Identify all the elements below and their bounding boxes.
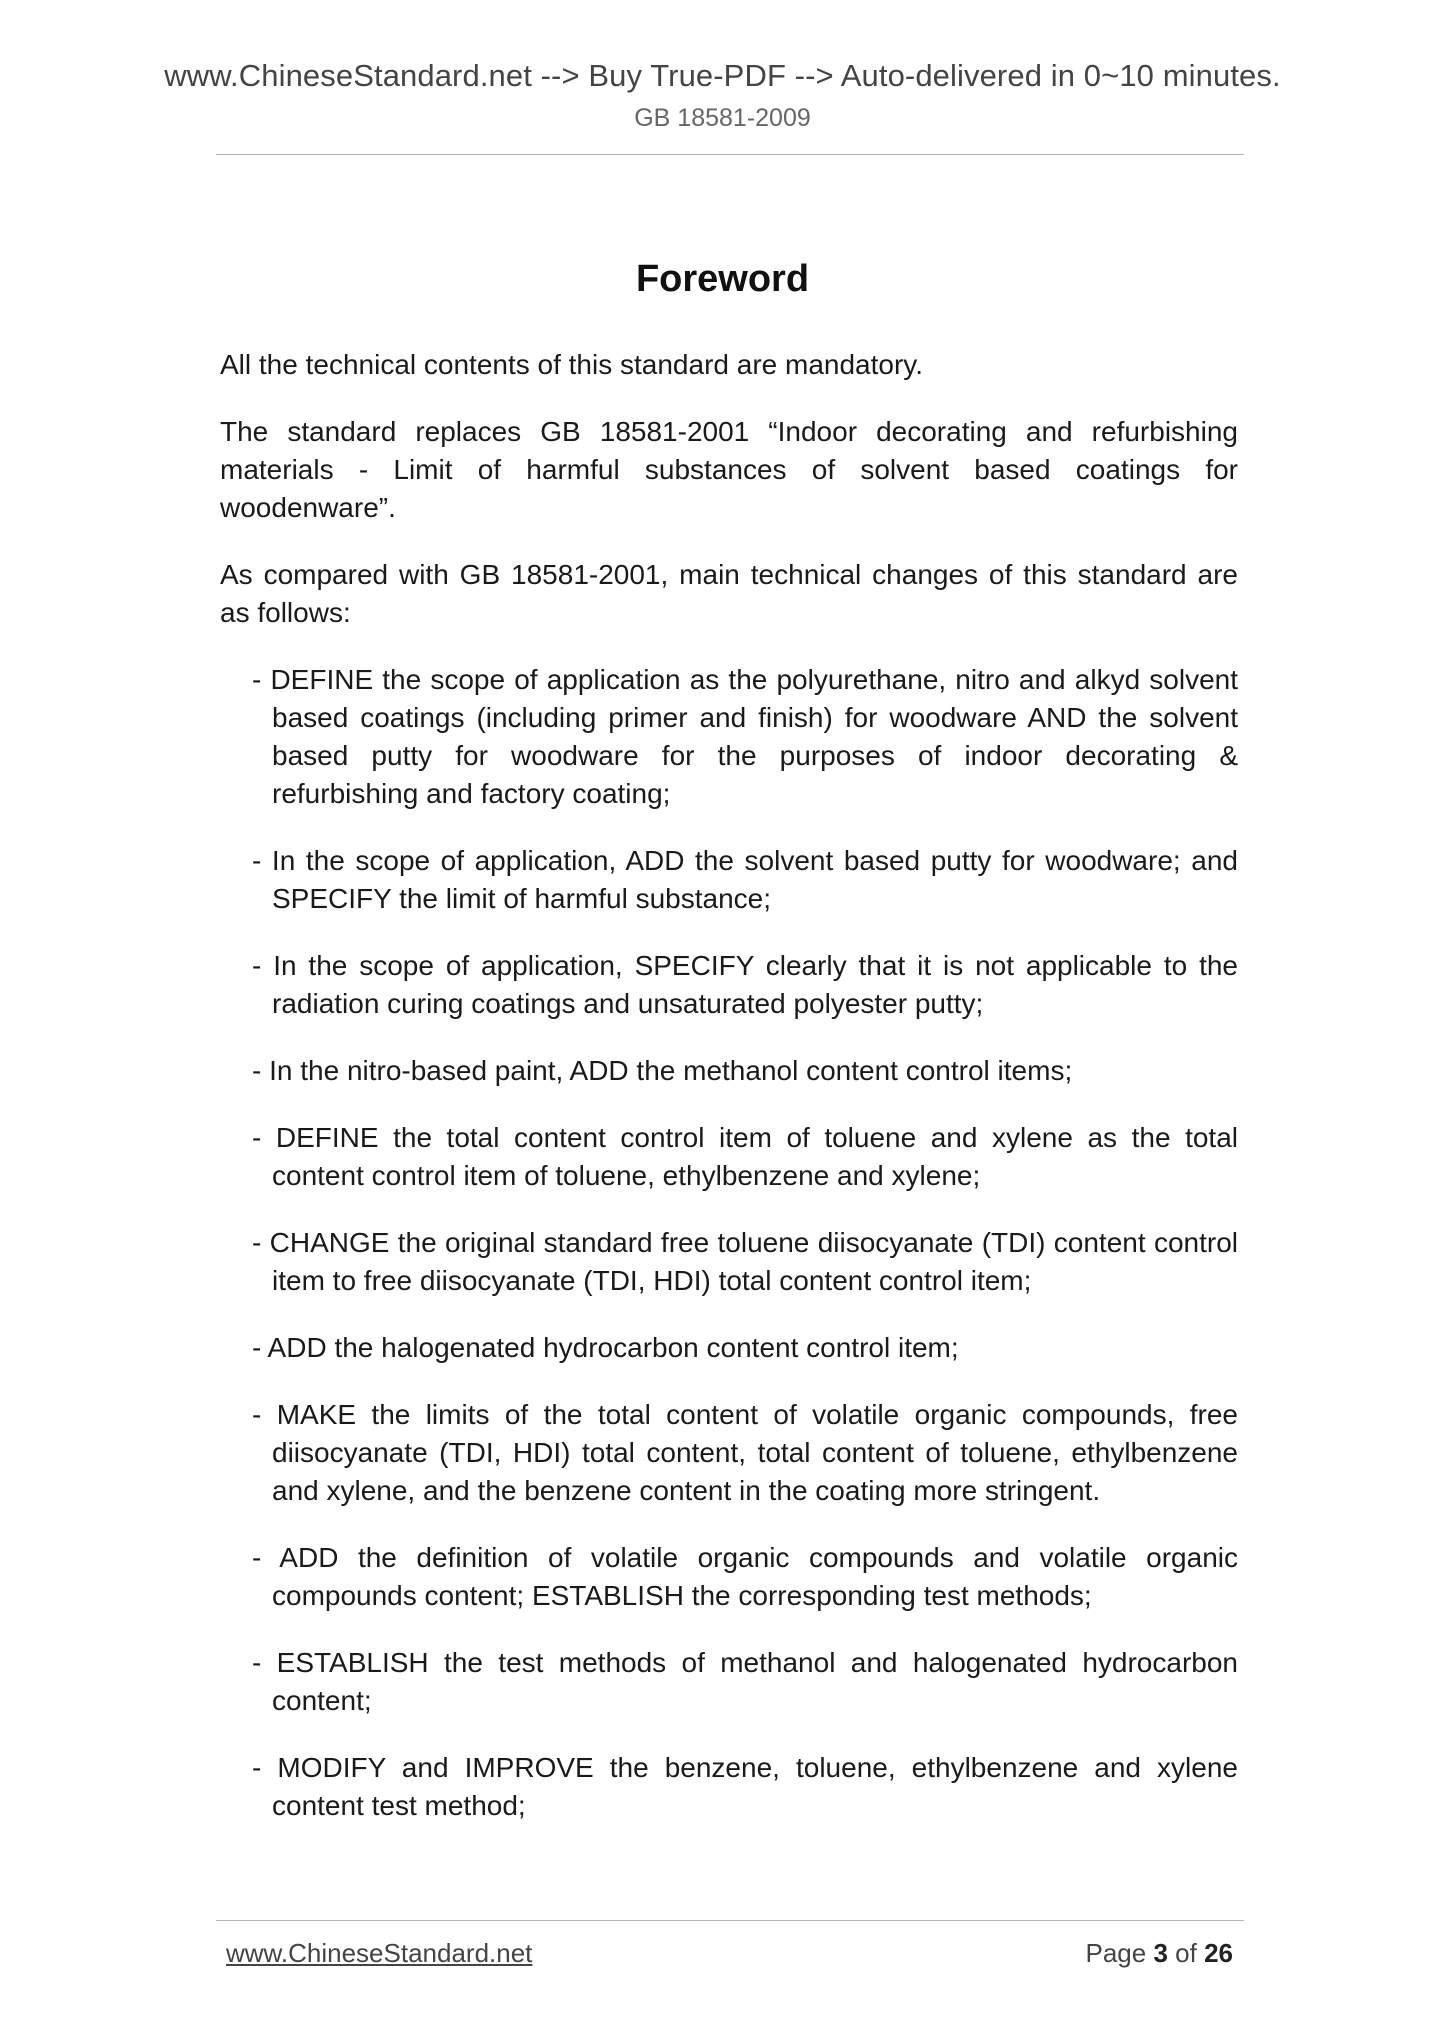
page-number-indicator bbox=[1085, 1938, 1233, 1969]
header-divider bbox=[216, 154, 1244, 155]
current-page-number: 3 bbox=[1153, 1938, 1168, 1968]
header-banner: www.ChineseStandard.net --> Buy True-PDF --> Auto-delivered in 0~10 minutes. bbox=[164, 58, 1281, 93]
page-of: of bbox=[1175, 1938, 1197, 1968]
list-item: - ESTABLISH the test methods of methanol and halogenated hydrocarbon content; bbox=[252, 1647, 1238, 1716]
paragraph-replaces: The standard replaces GB 18581-2001 “Indoor decorating and refurbishing materials - Limit of harmful substances of solvent based coatings for woodenware”. bbox=[220, 416, 1238, 523]
changes-list bbox=[220, 661, 1238, 1825]
page-prefix: Page bbox=[1085, 1938, 1147, 1968]
header-doc-id: GB 18581-2009 bbox=[634, 104, 811, 132]
list-item: - ADD the definition of volatile organic compounds and volatile organic compounds content; ESTABLISH the corresponding test methods; bbox=[252, 1542, 1238, 1611]
footer-site-link[interactable]: www.ChineseStandard.net bbox=[226, 1938, 533, 1968]
list-item: - In the nitro-based paint, ADD the methanol content control items; bbox=[252, 1055, 1073, 1086]
total-pages: 26 bbox=[1204, 1938, 1233, 1968]
list-item: - DEFINE the scope of application as the polyurethane, nitro and alkyd solvent based coatings (including primer and finish) for woodware AND the solvent based putty for woodware for the purposes of indoor decorating & refurbishing and factory coating; bbox=[252, 664, 1238, 809]
document-body bbox=[220, 346, 1238, 1854]
list-item: - In the scope of application, ADD the solvent based putty for woodware; and SPECIFY the limit of harmful substance; bbox=[252, 845, 1238, 914]
paragraph-changes-intro: As compared with GB 18581-2001, main technical changes of this standard are as follows: bbox=[220, 559, 1238, 628]
list-item: - MODIFY and IMPROVE the benzene, toluene, ethylbenzene and xylene content test method; bbox=[252, 1752, 1238, 1821]
list-item: - DEFINE the total content control item of toluene and xylene as the total content control item of toluene, ethylbenzene and xylene; bbox=[252, 1122, 1238, 1191]
list-item: - In the scope of application, SPECIFY clearly that it is not applicable to the radiation curing coatings and unsaturated polyester putty; bbox=[252, 950, 1238, 1019]
page-title: Foreword bbox=[635, 258, 810, 300]
list-item: - CHANGE the original standard free toluene diisocyanate (TDI) content control item to free diisocyanate (TDI, HDI) total content control item; bbox=[252, 1227, 1238, 1296]
paragraph-mandatory: All the technical contents of this standard are mandatory. bbox=[220, 349, 923, 380]
list-item: - ADD the halogenated hydrocarbon content control item; bbox=[252, 1332, 959, 1363]
list-item: - MAKE the limits of the total content of volatile organic compounds, free diisocyanate (TDI, HDI) total content, total content of toluene, ethylbenzene and xylene, and the benzene content in the coating more stringent. bbox=[252, 1399, 1238, 1506]
footer-divider bbox=[216, 1920, 1244, 1921]
